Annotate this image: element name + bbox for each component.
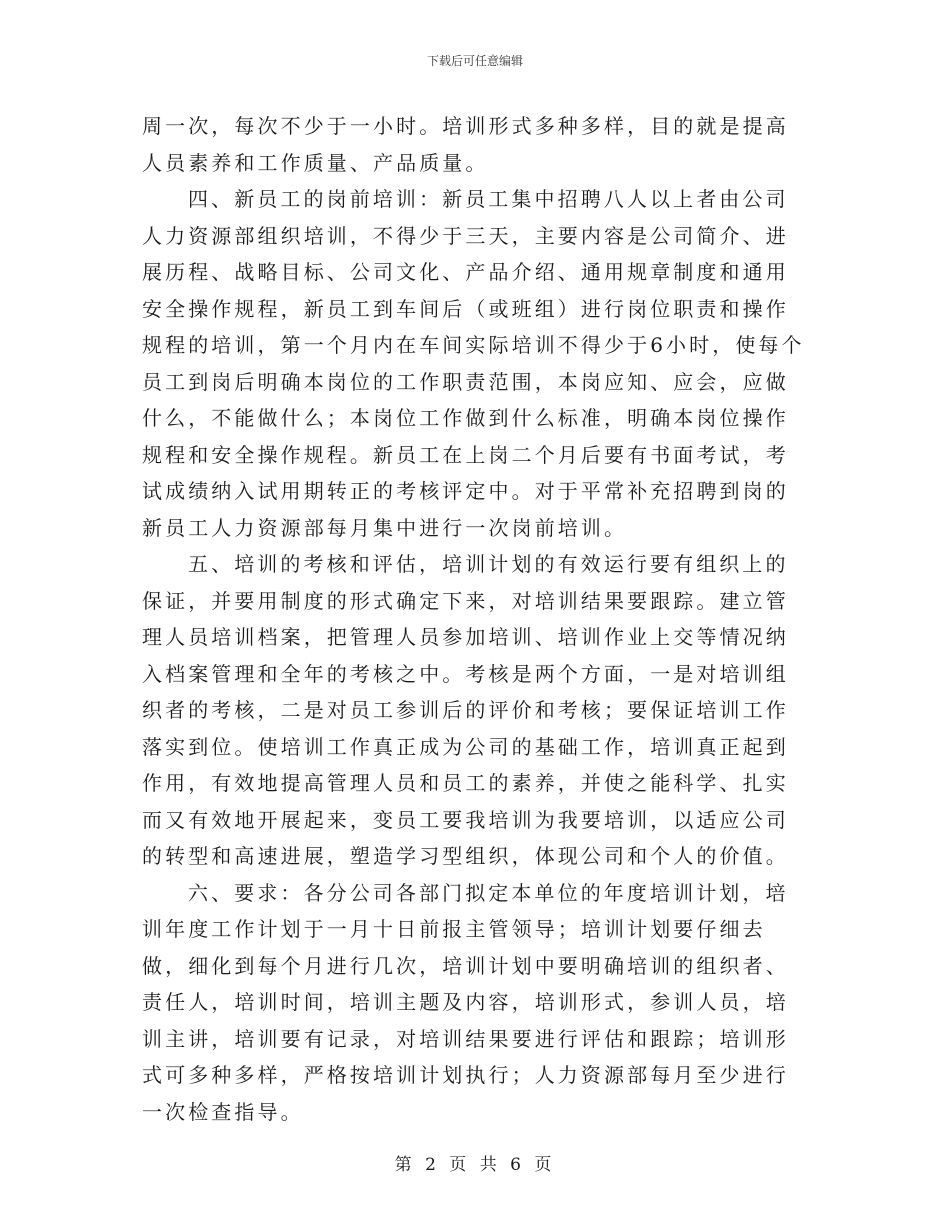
paragraph-section-4-new-employee-training: 四、新员工的岗前培训：新员工集中招聘八人以上者由公司人力资源部组织培训，不得少于三天，主要内容是公司简介、进展历程、战略目标、公司文化、产品介绍、通用规章制度和通用安全操作规程，新员工到车间后（或班组）进行岗位职责和操作规程的培训，第一个月内在车间实际培训不得少于6小时，使每个员工到岗后明确本岗位的工作职责范围，本岗应知、应会，应做什么，不能做什么；本岗位工作做到什么标准，明确本岗位操作规程和安全操作规程。新员工在上岗二个月后要有书面考试，考试成绩纳入试用期转正的考核评定中。对于平常补充招聘到岗的新员工人力资源部每月集中进行一次岗前培训。 xyxy=(142,187,805,540)
paragraph-section-6-requirements: 六、要求：各分公司各部门拟定本单位的年度培训计划，培训年度工作计划于一月十日前报主管领导；培训计划要仔细去做，细化到每个月进行几次，培训计划中要明确培训的组织者、责任人，培训时间，培训主题及内容，培训形式，参训人员，培训主讲，培训要有记录，对培训结果要进行评估和跟踪；培训形式可多种多样，严格按培训计划执行；人力资源部每月至少进行一次检查指导。 xyxy=(142,880,789,1124)
paragraph-section-5-assessment: 五、培训的考核和评估，培训计划的有效运行要有组织上的保证，并要用制度的形式确定下来，对培训结果要跟踪。建立管理人员培训档案，把管理人员参加培训、培训作业上交等情况纳入档案管理和全年的考核之中。考核是两个方面，一是对培训组织者的考核，二是对员工参训后的评价和考核；要保证培训工作落实到位。使培训工作真正成为公司的基础工作，培训真正起到作用，有效地提高管理人员和员工的素养，并使之能科学、扎实而又有效地开展起来，变员工要我培训为我要培训，以适应公司的转型和高速进展，塑造学习型组织，体现公司和个人的价值。 xyxy=(142,552,789,868)
page-number-footer: 第 2 页 共 6 页 xyxy=(394,1155,556,1175)
paragraph-continuation: 周一次，每次不少于一小时。培训形式多种多样，目的就是提高人员素养和工作质量、产品质量。 xyxy=(142,114,789,175)
page-header: 下载后可任意编辑 xyxy=(426,54,523,68)
document-body xyxy=(142,108,810,1130)
